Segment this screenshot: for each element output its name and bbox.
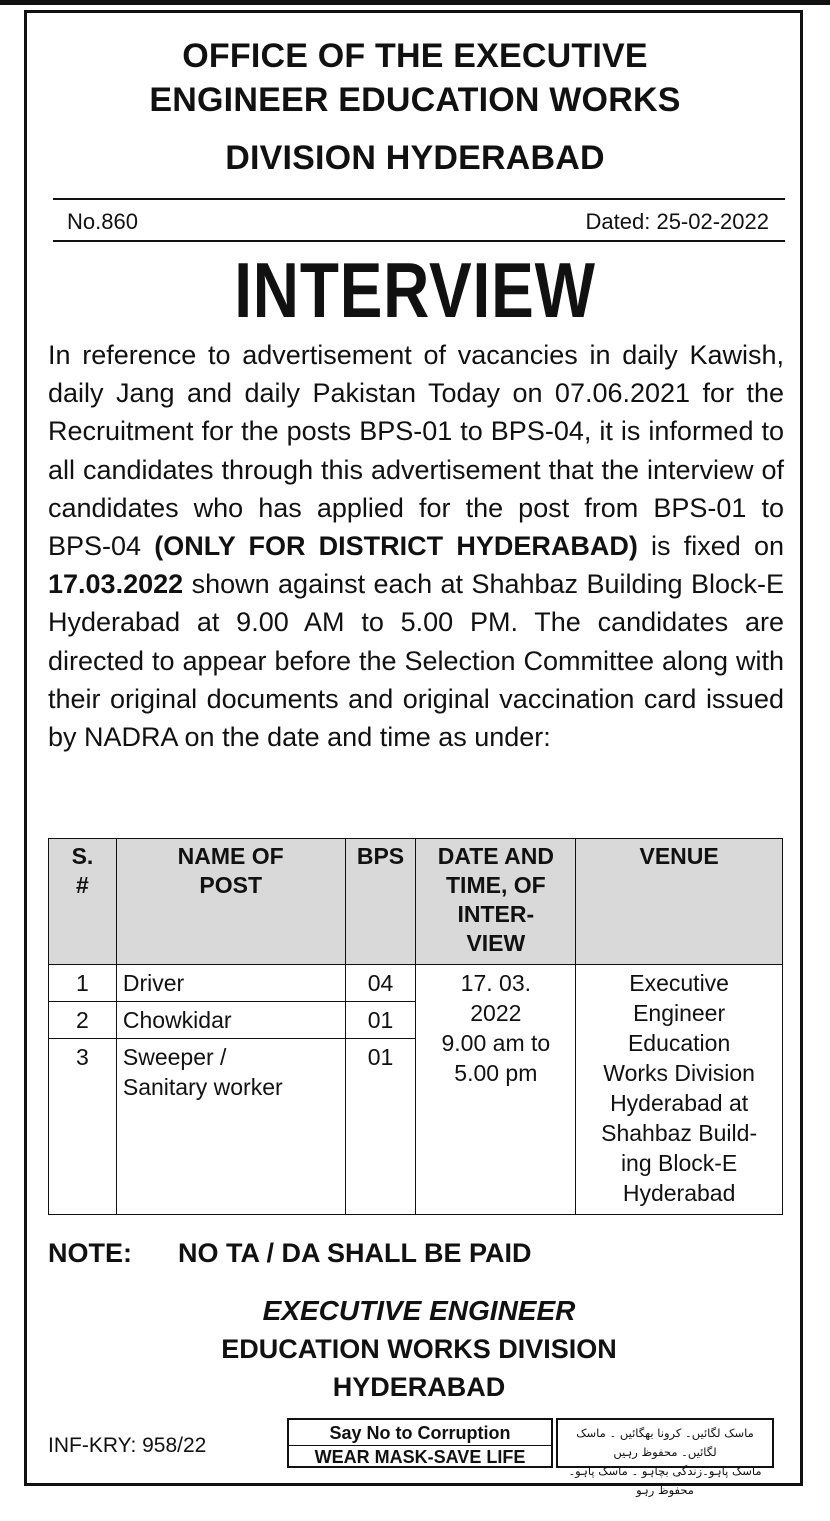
header-line-2: ENGINEER EDUCATION WORKS [149,81,681,119]
corruption-slogan: Say No to Corruption [329,1423,511,1443]
reference-number: No.860 [67,209,138,234]
row-serial: 1 [49,965,117,1002]
interview-schedule-table [48,838,783,1215]
top-rule [0,0,830,5]
signature-city: HYDERABAD [332,1372,506,1402]
row-bps: 01 [345,1002,416,1039]
header-post: NAME OF POST [116,839,345,965]
date-time-cell: 17. 03. 2022 9.00 am to 5.00 pm [416,965,576,1215]
body-text-1: In reference to advertisement of vacancies in daily Kawish, daily Jang and daily Pakistan Today on 07.06.2021 for the Recruitment for the posts BPS-01 to BPS-04, it is informed to all candidates through this advertisement that the interview of candidates who has applied for the post from BPS-01 to BPS-04 [48,340,784,562]
venue-cell: Executive Engineer Education Works Division Hyderabad at Shahbaz Build- ing Block-E Hyderabad [576,965,783,1215]
signature-division: EDUCATION WORKS DIVISION [221,1334,617,1364]
row-serial: 3 [49,1039,117,1215]
signature-block [0,1292,830,1406]
table-row [49,965,783,1002]
note-text: NO TA / DA SHALL BE PAID [178,1238,532,1268]
body-district: (ONLY FOR DISTRICT HYDERABAD) [154,531,638,562]
office-header [0,34,830,180]
signature-title: EXECUTIVE ENGINEER [262,1295,576,1326]
reference-bar [53,198,785,242]
table-header-row [49,839,783,965]
urdu-slogan-2: ماسک پاہو۔زندگی بچاہو ۔ ماسک پاہو۔ محفوظ رہو [568,1464,762,1497]
row-post: Sweeper / Sanitary worker [116,1039,345,1215]
note [48,1238,532,1269]
header-venue: VENUE [576,839,783,965]
reference-date: Dated: 25-02-2022 [585,209,769,234]
row-bps: 01 [345,1039,416,1215]
row-serial: 2 [49,1002,117,1039]
body-interview-date: 17.03.2022 [48,569,184,600]
body-text-3: shown against each at Shahbaz Building Block-E Hyderabad at 9.00 AM to 5.00 PM. The candidates are directed to appear before the Selection Committee along with their original documents and original vaccination card issued by NADRA on the date and time as under: [48,569,784,753]
row-bps: 04 [345,965,416,1002]
header-bps: BPS [345,839,416,965]
anti-corruption-box [287,1418,553,1468]
header-line-1: OFFICE OF THE EXECUTIVE [182,37,648,75]
header-date-time: DATE AND TIME, OF INTER- VIEW [416,839,576,965]
inf-number: INF-KRY: 958/22 [48,1434,207,1457]
mask-slogan: WEAR MASK-SAVE LIFE [289,1445,551,1467]
body-text-2: is fixed on [637,531,784,562]
urdu-slogan-box [556,1418,774,1497]
row-post: Chowkidar [116,1002,345,1039]
note-label: NOTE: [48,1238,132,1268]
header-line-3: DIVISION HYDERABAD [225,139,605,177]
notice-body [48,336,784,756]
notice-title: INTERVIEW [234,246,596,334]
row-post: Driver [116,965,345,1002]
urdu-slogan-1: ماسک لگائیں۔ کرونا بھگائیں ۔ ماسک لگائیں۔ محفوظ رہیں [576,1426,754,1459]
header-serial: S. # [49,839,117,965]
